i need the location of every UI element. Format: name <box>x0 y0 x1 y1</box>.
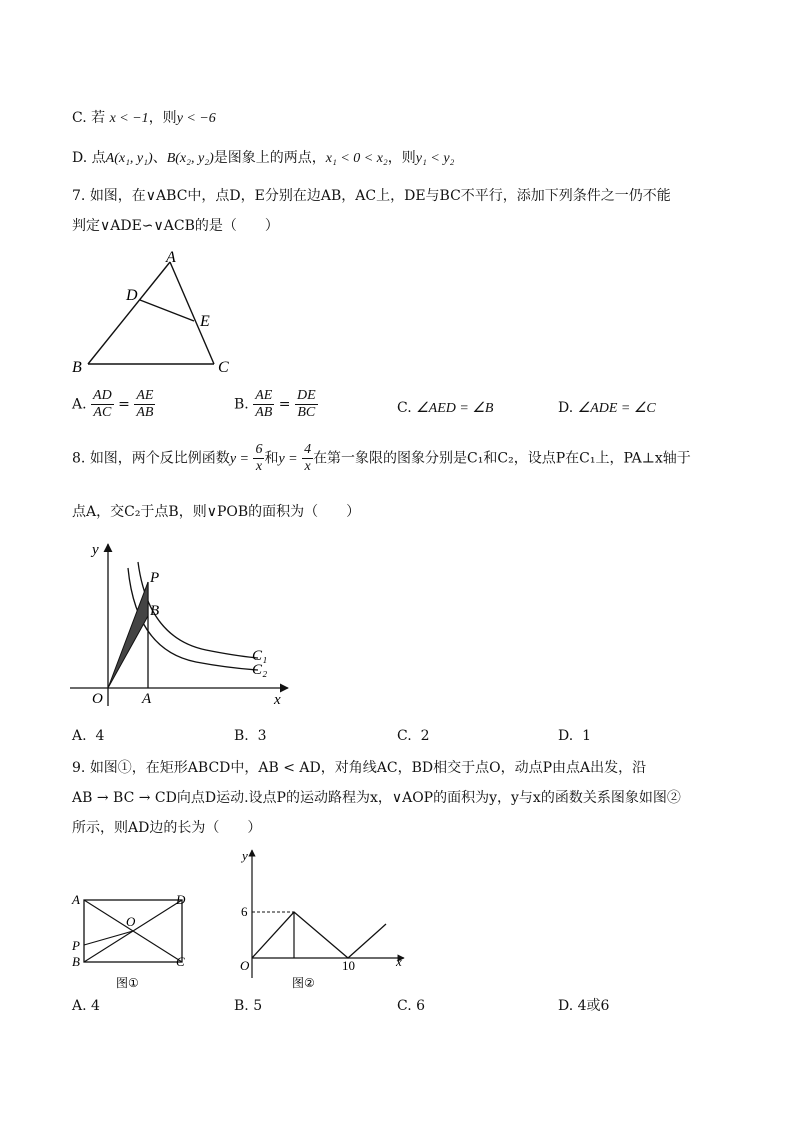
option-letter: C. <box>397 998 412 1014</box>
label-d: D <box>176 892 186 907</box>
q6-option-d <box>72 148 454 169</box>
q7-option-c <box>397 398 493 419</box>
q9-stem-line2: AB → BC → CD向点D运动.设点P的运动路程为x，∨AOP的面积为y，y与x的函数关系图象如图② <box>72 790 681 806</box>
option-value: 4 <box>91 998 100 1014</box>
q9-stem-line1 <box>72 758 646 778</box>
q6-option-c <box>72 108 216 129</box>
label-y: y <box>92 542 99 558</box>
q9-option-c <box>397 996 425 1016</box>
numerator: AE <box>255 388 273 403</box>
q9-graph-figure <box>228 842 418 998</box>
fraction <box>134 388 155 421</box>
option-letter: D. <box>72 150 88 166</box>
option-value: 2 <box>420 728 430 744</box>
label-a: A <box>72 892 80 907</box>
q9-rectangle-figure <box>66 888 206 998</box>
option-text: 是图象上的两点， <box>213 150 326 166</box>
option-letter: D. <box>558 728 574 744</box>
option-text: ，则 <box>387 150 416 166</box>
q9-option-d <box>558 996 609 1016</box>
question-text: 如图，两个反比例函数 <box>89 450 230 467</box>
condition-expr: x < −1 <box>109 111 149 126</box>
result-expr: y < −6 <box>176 111 216 126</box>
option-value: 4或6 <box>577 998 610 1014</box>
numerator: 4 <box>304 442 312 457</box>
question-text: 如图，在∨ABC中，点D，E分别在边AB，AC上，DE与BC不平行，添加下列条件之一仍不能 <box>89 188 671 204</box>
question-text: 和 <box>264 450 279 467</box>
result-expr: y₁ < y₂ <box>415 151 455 166</box>
denominator: AC <box>93 405 112 420</box>
label-b: B <box>72 954 80 969</box>
denominator: AB <box>136 405 154 420</box>
denominator: x <box>304 459 311 474</box>
equals-sign: = <box>278 396 291 413</box>
q8-option-a <box>72 726 104 746</box>
fraction <box>253 442 264 475</box>
label-a: A <box>166 249 176 266</box>
label-c2: C₂ <box>252 662 268 678</box>
option-letter: C. <box>397 728 412 744</box>
q9-option-b <box>234 996 262 1016</box>
option-value: 4 <box>95 728 105 744</box>
label-p: P <box>72 938 80 953</box>
question-text: 如图①，在矩形ABCD中，AB < AD，对角线AC，BD相交于点O，动点P由点A出发，沿 <box>89 760 647 776</box>
shaded-triangle-pob <box>108 582 148 688</box>
q7-option-d <box>558 398 656 419</box>
label-o: O <box>240 958 250 973</box>
fraction <box>253 388 274 421</box>
label-o: O <box>92 691 103 707</box>
option-letter: B. <box>234 728 249 744</box>
caption-fig1: 图① <box>116 976 139 990</box>
numerator: AE <box>136 388 154 403</box>
function-graph <box>252 912 386 958</box>
tick-6: 6 <box>241 904 248 919</box>
segment-po <box>84 931 133 945</box>
q8-stem-line1 <box>72 442 691 475</box>
q8-stem-line2: 点A，交C₂于点B，则∨POB的面积为（ ） <box>72 504 361 520</box>
fraction <box>91 388 114 421</box>
equals-sign: = <box>118 396 130 413</box>
tick-10: 10 <box>342 958 355 973</box>
label-y: y <box>242 848 248 863</box>
separator: 、 <box>152 150 167 166</box>
q7-stem-line2: 判定∨ADE∽∨ACB的是（ ） <box>72 218 279 234</box>
denominator: AB <box>255 405 273 420</box>
question-number: 7. <box>72 188 86 204</box>
q8-option-d <box>558 726 591 746</box>
q7-option-a <box>72 388 155 421</box>
option-text: 若 <box>91 110 106 126</box>
option-value: 5 <box>253 998 263 1014</box>
condition-expr: x₁ < 0 < x₂ <box>325 151 388 166</box>
point-a-expr: A(x₁, y₁) <box>105 151 153 166</box>
option-letter: D. <box>558 400 574 416</box>
label-b: B <box>72 359 82 376</box>
caption-fig2: 图② <box>292 976 315 990</box>
question-text: 在第一象限的图象分别是C₁和C₂，设点P在C₁上，PA⊥x轴于 <box>313 450 691 467</box>
question-number: 9. <box>72 760 86 776</box>
option-letter: B. <box>234 998 249 1014</box>
label-a: A <box>142 691 152 707</box>
side-ab <box>88 262 170 364</box>
q7-stem-line1 <box>72 186 671 206</box>
fraction <box>295 388 318 421</box>
fraction <box>302 442 313 475</box>
label-c1: C₁ <box>252 648 268 664</box>
q8-option-b <box>234 726 267 746</box>
option-letter: D. <box>558 998 574 1014</box>
option-value: 3 <box>257 728 267 744</box>
q7-option-b <box>234 388 318 421</box>
option-letter: C. <box>72 110 87 126</box>
numerator: 6 <box>255 442 263 457</box>
q9-option-a <box>72 996 100 1016</box>
denominator: x <box>255 459 263 474</box>
option-value: 1 <box>582 728 592 744</box>
option-letter: A. <box>72 396 87 413</box>
option-letter: B. <box>234 396 249 413</box>
label-c: C <box>218 359 229 376</box>
label-p: P <box>150 570 160 586</box>
label-x: x <box>274 692 281 708</box>
label-c: C <box>176 954 185 969</box>
function-lhs: y = <box>278 451 298 467</box>
q8-option-c <box>397 726 430 746</box>
q7-triangle-figure <box>60 246 250 376</box>
option-text: ∠AED = ∠B <box>416 401 494 416</box>
numerator: AD <box>93 388 112 403</box>
option-text: 点 <box>91 150 106 166</box>
segment-de <box>140 300 194 321</box>
point-b-expr: B(x₂, y₂) <box>166 151 214 166</box>
option-value: 6 <box>416 998 426 1014</box>
label-o: O <box>126 914 136 929</box>
option-letter: A. <box>72 998 87 1014</box>
q9-stem-line3: 所示，则AD边的长为（ ） <box>72 820 262 836</box>
label-b: B <box>150 603 160 619</box>
label-d: D <box>126 287 138 304</box>
option-text: ，则 <box>148 110 177 126</box>
q8-graph-figure <box>66 538 296 710</box>
question-number: 8. <box>72 450 86 467</box>
option-text: ∠ADE = ∠C <box>577 401 656 416</box>
label-e: E <box>200 313 210 330</box>
label-x: x <box>396 954 402 969</box>
denominator: BC <box>297 405 316 420</box>
numerator: DE <box>296 388 316 403</box>
function-lhs: y = <box>229 451 249 467</box>
option-letter: A. <box>72 728 87 744</box>
option-letter: C. <box>397 400 412 416</box>
